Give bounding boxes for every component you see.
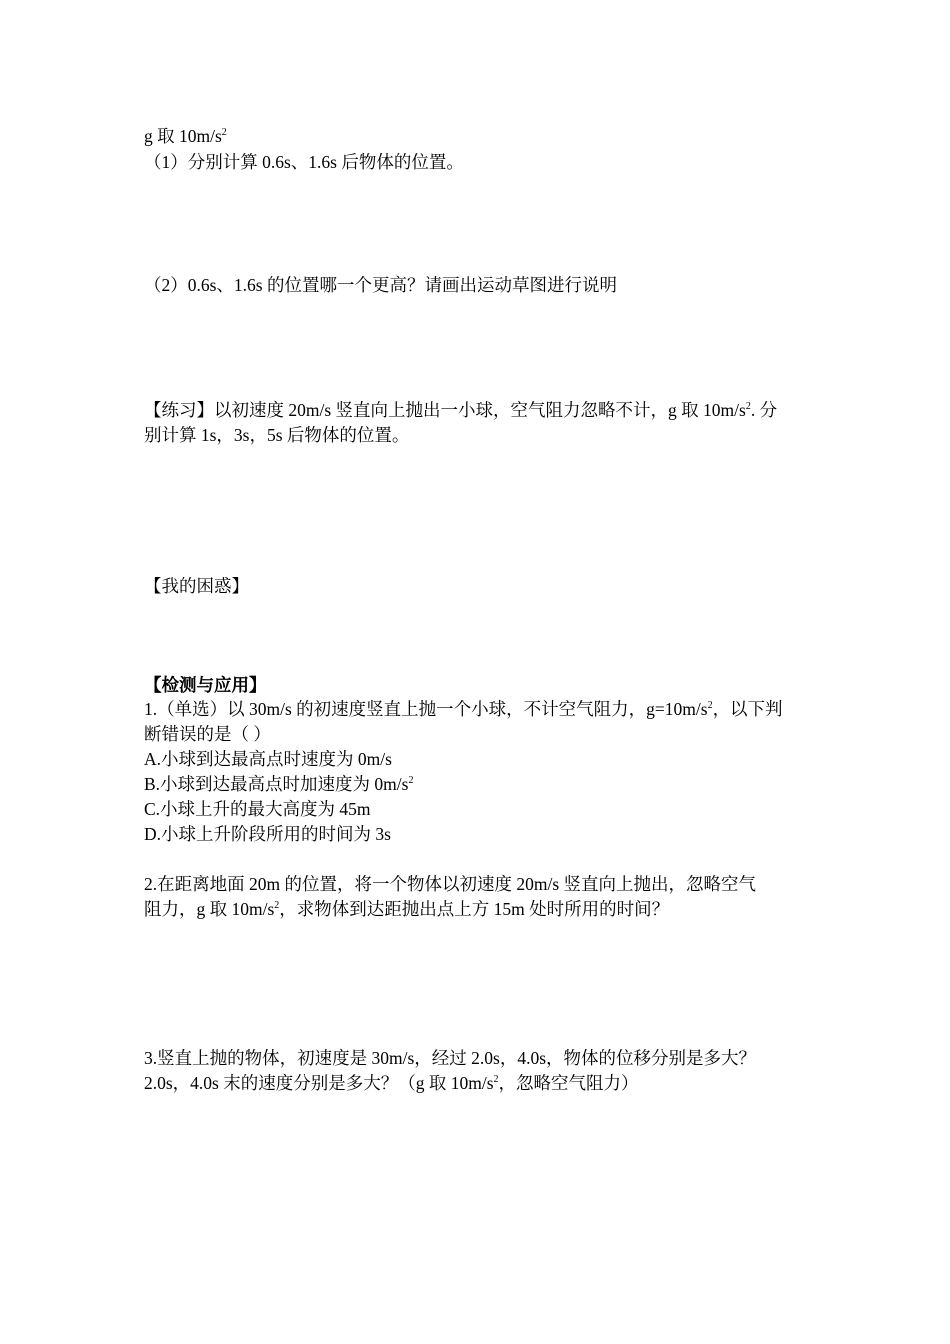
option-b-text: B.小球到达最高点时加速度为 0m/s [144, 774, 409, 794]
g-value-line [144, 124, 227, 148]
confusion-heading: 【我的困惑】 [144, 576, 249, 596]
question-2: （2）0.6s、1.6s 的位置哪一个更高？请画出运动草图进行说明 [144, 275, 617, 295]
option-c: C.小球上升的最大高度为 45m [144, 799, 371, 819]
test-q1-line-1 [144, 697, 783, 721]
option-a: A.小球到达最高点时速度为 0m/s [144, 749, 392, 769]
superscript: 2 [745, 401, 751, 412]
test-q2-line-1: 2.在距离地面 20m 的位置，将一个物体以初速度 20m/s 竖直向上抛出，忽略空气 [144, 874, 757, 894]
superscript: 2 [274, 900, 280, 911]
superscript: 2 [493, 1074, 499, 1085]
test-q1-text-end: ，以下判 [712, 699, 783, 719]
option-d: D.小球上升阶段所用的时间为 3s [144, 824, 391, 844]
superscript: 2 [408, 775, 414, 786]
practice-text-end: . 分 [750, 400, 778, 420]
superscript: 2 [221, 127, 227, 138]
test-q3-line-2 [144, 1071, 639, 1095]
superscript: 2 [707, 700, 713, 711]
test-q3-line-1: 3.竖直上抛的物体，初速度是 30m/s，经过 2.0s，4.0s，物体的位移分别是多大？ [144, 1048, 757, 1068]
test-q1-text: 1.（单选）以 30m/s 的初速度竖直上抛一个小球，不计空气阻力，g=10m/s [144, 699, 708, 719]
test-q2-line-2 [144, 897, 669, 921]
option-b [144, 772, 413, 796]
practice-text: 【练习】以初速度 20m/s 竖直向上抛出一小球，空气阻力忽略不计，g 取 10m/s [144, 400, 746, 420]
test-q3-text: 2.0s，4.0s 末的速度分别是多大？（g 取 10m/s [144, 1073, 494, 1093]
practice-line-1 [144, 398, 777, 422]
test-q3-text-end: ，忽略空气阻力） [498, 1073, 639, 1093]
test-q2-text-end: ，求物体到达距抛出点上方 15m 处时所用的时间？ [279, 899, 670, 919]
practice-line-2: 别计算 1s，3s，5s 后物体的位置。 [144, 425, 410, 445]
test-q1-line-2: 断错误的是（ ） [144, 724, 271, 744]
g-value-text: g 取 10m/s [144, 126, 222, 146]
question-1: （1）分别计算 0.6s、1.6s 后物体的位置。 [144, 152, 464, 172]
test-heading: 【检测与应用】 [144, 675, 267, 695]
test-q2-text: 阻力，g 取 10m/s [144, 899, 275, 919]
